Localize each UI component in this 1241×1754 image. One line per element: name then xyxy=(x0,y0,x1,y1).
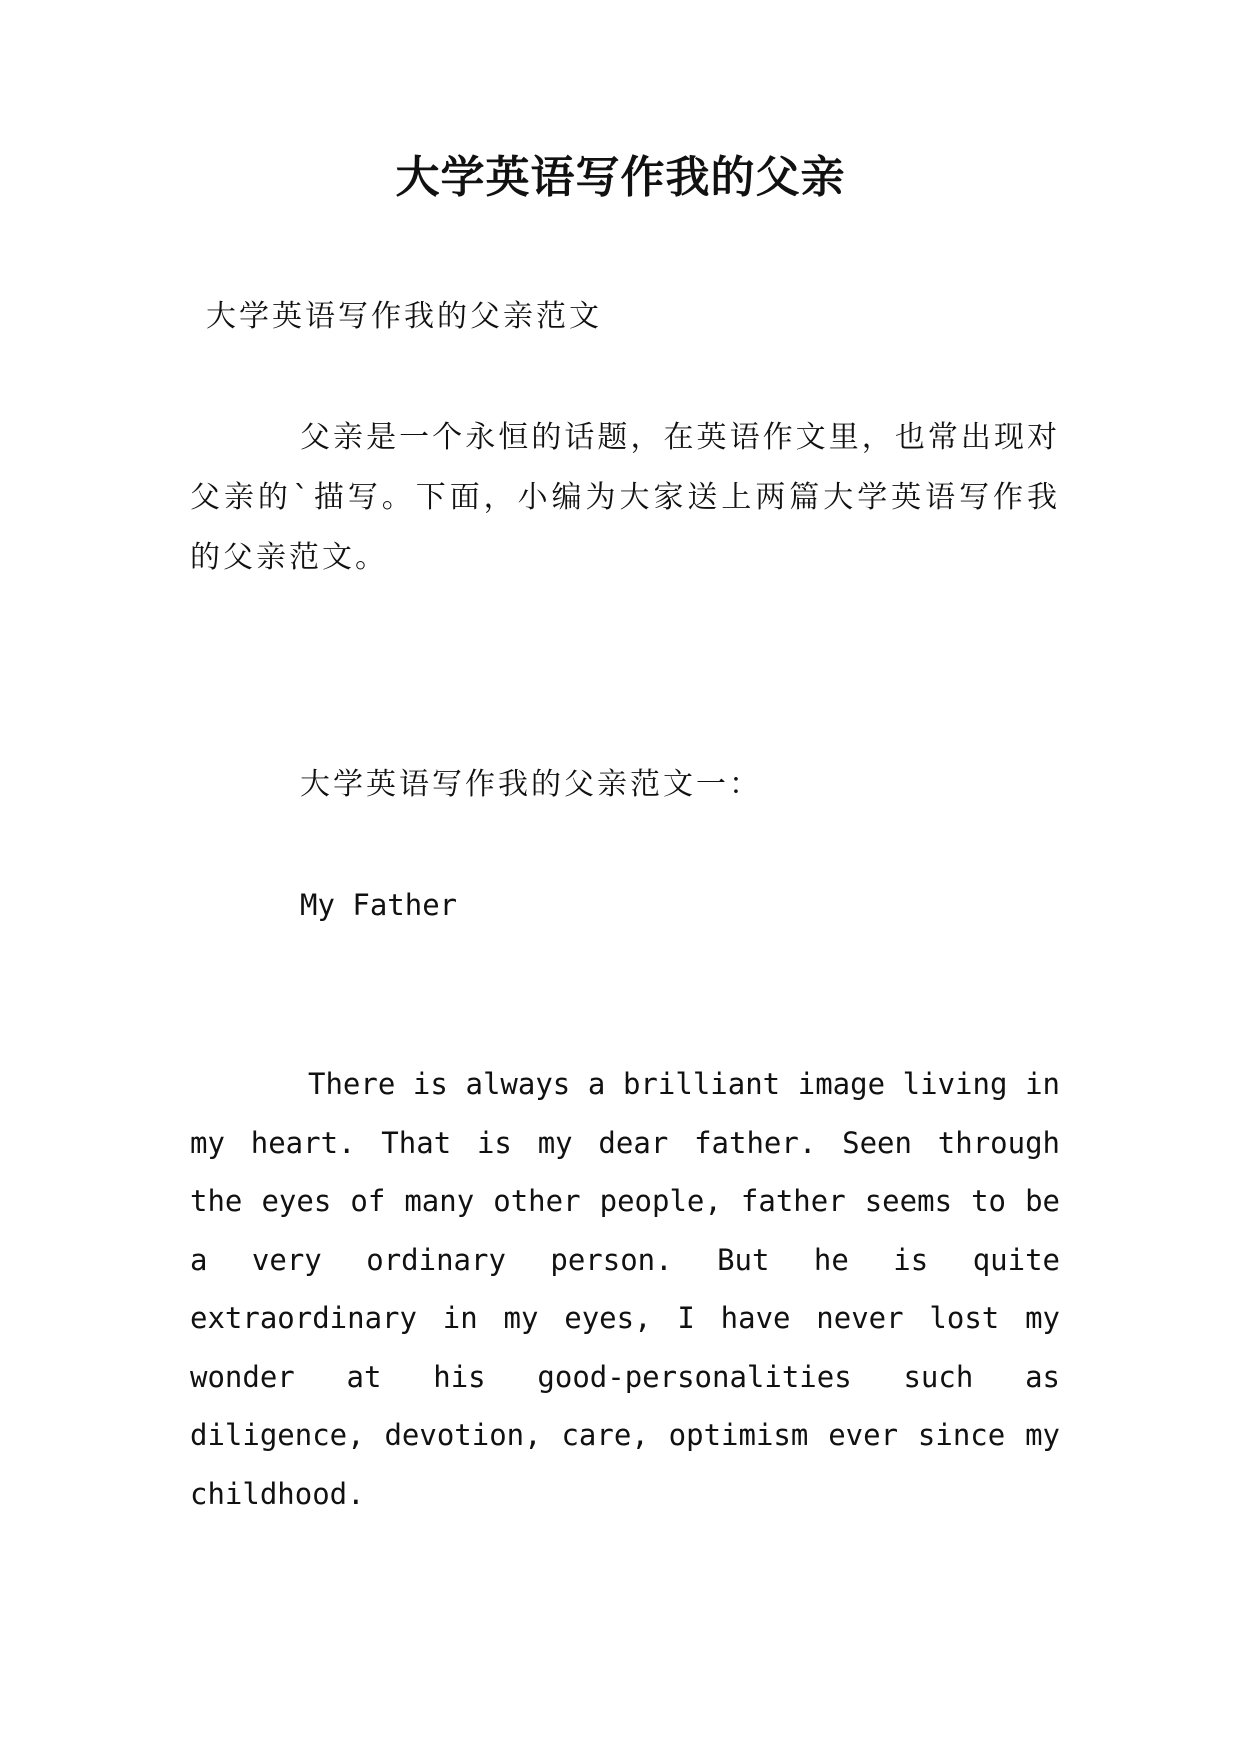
essay-title: My Father xyxy=(300,888,458,922)
section-heading: 大学英语写作我的父亲范文一： xyxy=(300,767,762,802)
document-title: 大学英语写作我的父亲 xyxy=(395,152,846,203)
intro-paragraph: 父亲是一个永恒的话题，在英语作文里，也常出现对父亲的`描写。下面，小编为大家送上两篇大学英语写作我的父亲范文。 xyxy=(190,420,1060,575)
essay-body-paragraph: There is always a brilliant image living in my heart. That is my dear father. Seen through the eyes of many other people, father seems to be a very ordinary person. But he is quite extraordinary in my eyes, I have never lost my wonder at his good-personalities such as diligence, devotion, care, optimism ever since my childhood. xyxy=(190,1067,1060,1511)
document-subtitle: 大学英语写作我的父亲范文 xyxy=(206,299,602,334)
